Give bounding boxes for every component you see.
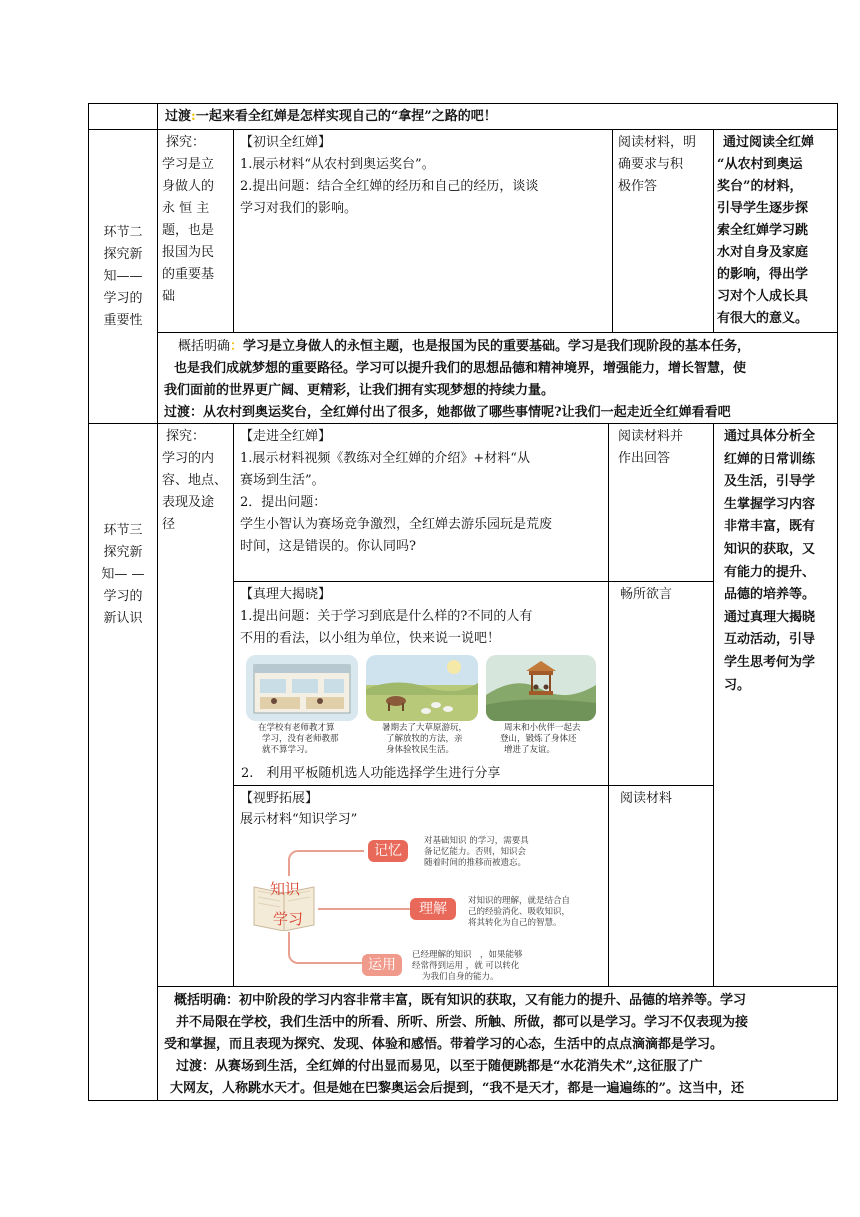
student-line: 阅读材料，明	[618, 135, 697, 150]
caption-school	[258, 723, 358, 756]
transition-label: 过渡	[165, 109, 192, 124]
stage-line: 知— —	[101, 567, 145, 582]
note-line: 己的经验消化、吸收知识，	[468, 907, 571, 917]
explore-label: 探究：	[166, 135, 206, 150]
activity-line: 展示材料“知识学习”	[240, 812, 358, 827]
summary-line: 大网友，人称跳水天才。但是她在巴黎奥运会后提到，“我不是天才，都是一遍遍练的”。这当中，还	[170, 1081, 744, 1096]
section2-activity	[240, 132, 610, 220]
activity-title: 【初识全红婵】	[240, 135, 332, 150]
intent-line: 有能力的提升、	[724, 564, 816, 580]
stage-line: 知——	[103, 269, 143, 284]
summary-line: 学习是立身做人的永恒主题，也是报国为民的重要基础。学习是我们现阶段的基本任务，	[243, 339, 751, 354]
stage-line: 新认识	[103, 611, 143, 626]
section3-activity2	[240, 584, 606, 650]
caption-line: 在学校有老师教才算	[258, 723, 335, 733]
note-line: 对知识的理解，就是结合自	[468, 896, 571, 906]
summary-line: 过渡：从农村到奥运奖台，全红婵付出了很多，她都做了哪些事情呢?让我们一起走近全红婵看看吧	[164, 405, 731, 420]
note-line: 随着时间的推移而被遗忘。	[424, 858, 527, 868]
student-line: 确要求与积	[618, 157, 684, 172]
intent-line: 的影响，得出学	[717, 267, 809, 282]
intent-line: 通过阅读全红婵	[723, 135, 815, 150]
stage-line: 学习的	[103, 291, 143, 306]
intent-line: 习。	[724, 677, 751, 693]
intent-line: 知识的获取，又	[724, 541, 816, 557]
activity-line: 不用的看法，以小组为单位，快来说一说吧！	[240, 631, 501, 646]
explore-line: 的重要基	[162, 267, 215, 282]
section3-a2-student: 畅所欲言	[620, 587, 673, 602]
activity-line: 学习对我们的影响。	[240, 201, 358, 216]
intent-line: 互动活动，引导	[724, 632, 816, 648]
mindmap-center-line2: 学习	[273, 910, 304, 928]
section3-a3-student: 阅读材料	[620, 791, 673, 806]
note-line: 对基础知识 的学习，需要具	[424, 836, 529, 846]
student-line: 极作答	[618, 179, 658, 194]
activity-line: 1.展示材料视频《教练对全红婵的介绍》+材料“从	[240, 451, 530, 466]
explore-line: 表现及途	[162, 495, 215, 510]
section3-intent	[724, 426, 836, 697]
summary-line: 我们面前的世界更广阔、更精彩，让我们拥有实现梦想的持续力量。	[164, 383, 555, 398]
summary-colon: ：	[230, 339, 244, 354]
intent-line: 生掌握学习内容	[724, 496, 816, 512]
activity-line: 赛场到生活”。	[240, 473, 325, 488]
intent-line: “从农村到奥运	[717, 157, 803, 172]
caption-line: 学习，没有老师教那	[262, 734, 339, 744]
stage-line: 环节二	[103, 225, 143, 240]
section3-a1-student	[618, 426, 712, 470]
section2-intent	[717, 132, 837, 330]
note-line: 将其转化为自己的智慧。	[468, 918, 562, 928]
connector-top	[288, 850, 364, 876]
summary-line: 也是我们成就梦想的重要路径。学习可以提升我们的思想品德和精神境界，增强能力，增长智慧，使	[174, 361, 747, 376]
section3-activity1	[240, 426, 606, 558]
summary-line: 受和掌握，而且表现为探究、发现、体验和感悟。带着学习的心态，生活中的点点滴滴都是学习。	[164, 1037, 724, 1052]
explore-line: 报国为民	[162, 245, 215, 260]
caption-line: 周末和小伙伴一起去	[504, 723, 581, 733]
explore-line: 础	[162, 289, 176, 304]
explore-line: 学习的内	[162, 451, 215, 466]
explore-line: 身做人的	[162, 179, 215, 194]
explore-line: 径	[162, 517, 176, 532]
explore-line: 题，也是	[162, 223, 215, 238]
intent-line: 非常丰富，既有	[724, 519, 816, 535]
intent-line: 红婵的日常训练	[724, 451, 816, 467]
stage-line: 探究新	[103, 545, 143, 560]
activity-line: 2．提出问题：	[240, 495, 327, 510]
memory-note	[424, 836, 554, 869]
transition-colon: :	[191, 109, 196, 124]
summary1	[164, 336, 836, 424]
mountain-pavilion-illustration	[486, 655, 596, 721]
caption-line: 就不算学习。	[262, 745, 314, 755]
activity-line: 2.提出问题：结合全红婵的经历和自己的经历，谈谈	[240, 179, 539, 194]
caption-mountain	[500, 723, 600, 756]
intent-line: 引导学生逐步探	[717, 201, 809, 216]
section3-explore	[162, 426, 232, 536]
note-line: 为我们自身的能力。	[422, 972, 499, 982]
explore-line: 容、地点、	[162, 473, 228, 488]
explore-line: 永 恒 主	[162, 201, 210, 216]
intent-line: 水对自身及家庭	[717, 245, 809, 260]
caption-line: 了解放牧的方法，亲	[386, 734, 463, 744]
connector-mid	[318, 908, 410, 910]
section2-stage	[92, 222, 154, 332]
intent-line: 奖台”的材料，	[717, 179, 803, 194]
section3-activity3	[240, 788, 606, 830]
section3-stage	[92, 520, 154, 630]
stage-line: 探究新	[103, 247, 143, 262]
connector-bottom	[288, 932, 364, 964]
a2-point2: 2. 利用平板随机选人功能选择学生进行分享	[241, 766, 501, 781]
caption-line: 暑期去了大草原游玩，	[382, 723, 468, 733]
summary-label: 概括明确	[178, 339, 231, 354]
summary-line: 概括明确：初中阶段的学习内容非常丰富，既有知识的获取，又有能力的提升、品德的培养等。学习	[174, 993, 747, 1008]
caption-grassland	[382, 723, 482, 756]
intent-line: 及生活，引导学	[724, 474, 816, 490]
stage-line: 环节三	[103, 523, 143, 538]
explore-label: 探究：	[166, 429, 206, 444]
activity-title: 【视野拓展】	[240, 791, 319, 806]
grassland-illustration	[366, 655, 478, 721]
activity-title: 【真理大揭晓】	[240, 587, 332, 602]
caption-line: 身体验牧民生活。	[386, 745, 455, 755]
activity-line: 学生小智认为赛场竞争激烈，全红婵去游乐园玩是荒废	[240, 517, 553, 532]
note-line: 经常得到运用 ，就 可以转化	[412, 961, 520, 971]
understand-note	[468, 896, 598, 929]
transition-text: 一起来看全红婵是怎样实现自己的“拿捏”之路的吧！	[195, 109, 497, 124]
apply-node: 运用	[362, 954, 402, 976]
school-illustration	[246, 655, 358, 721]
note-line: 已经理解的知识 ，如果能够	[412, 950, 523, 960]
section2-student	[618, 132, 712, 198]
understand-node: 理解	[410, 898, 456, 920]
intent-line: 索全红婵学习跳	[717, 223, 809, 238]
activity-title: 【走进全红婵】	[240, 429, 332, 444]
explore-line: 学习是立	[162, 157, 215, 172]
summary-line: 并不局限在学校，我们生活中的所看、所听、所尝、所触、所做，都可以是学习。学习不仅表现为接	[176, 1015, 749, 1030]
apply-note	[412, 950, 552, 983]
memory-node: 记忆	[368, 840, 408, 862]
activity-line: 时间，这是错误的。你认同吗?	[240, 539, 416, 554]
section2-explore	[162, 132, 232, 308]
intent-line: 通过真理大揭晓	[724, 609, 816, 625]
student-line: 作出回答	[618, 451, 671, 466]
caption-line: 增进了友谊。	[504, 745, 556, 755]
activity-line: 1.展示材料“从农村到奥运奖台”。	[240, 157, 435, 172]
intent-line: 学生思考何为学	[724, 654, 816, 670]
activity-line: 1.提出问题：关于学习到底是什么样的?不同的人有	[240, 609, 533, 624]
summary-line: 过渡：从赛场到生活，全红婵的付出显而易见，以至于随便跳都是“水花消失术”,这征服了广	[176, 1059, 703, 1074]
caption-line: 登山，锻炼了身体还	[500, 734, 577, 744]
stage-line: 学习的	[103, 589, 143, 604]
intent-line: 通过具体分析全	[724, 429, 816, 444]
intent-line: 品德的培养等。	[724, 587, 816, 603]
summary2	[164, 990, 836, 1100]
student-line: 阅读材料并	[618, 429, 684, 444]
mindmap-center-line1: 知识	[270, 880, 301, 898]
note-line: 备记忆能力。否则，知识会	[424, 847, 527, 857]
intent-line: 有很大的意义。	[717, 311, 809, 326]
stage-line: 重要性	[103, 313, 143, 328]
intent-line: 习对个人成长具	[717, 289, 809, 304]
transition-row	[165, 106, 835, 127]
